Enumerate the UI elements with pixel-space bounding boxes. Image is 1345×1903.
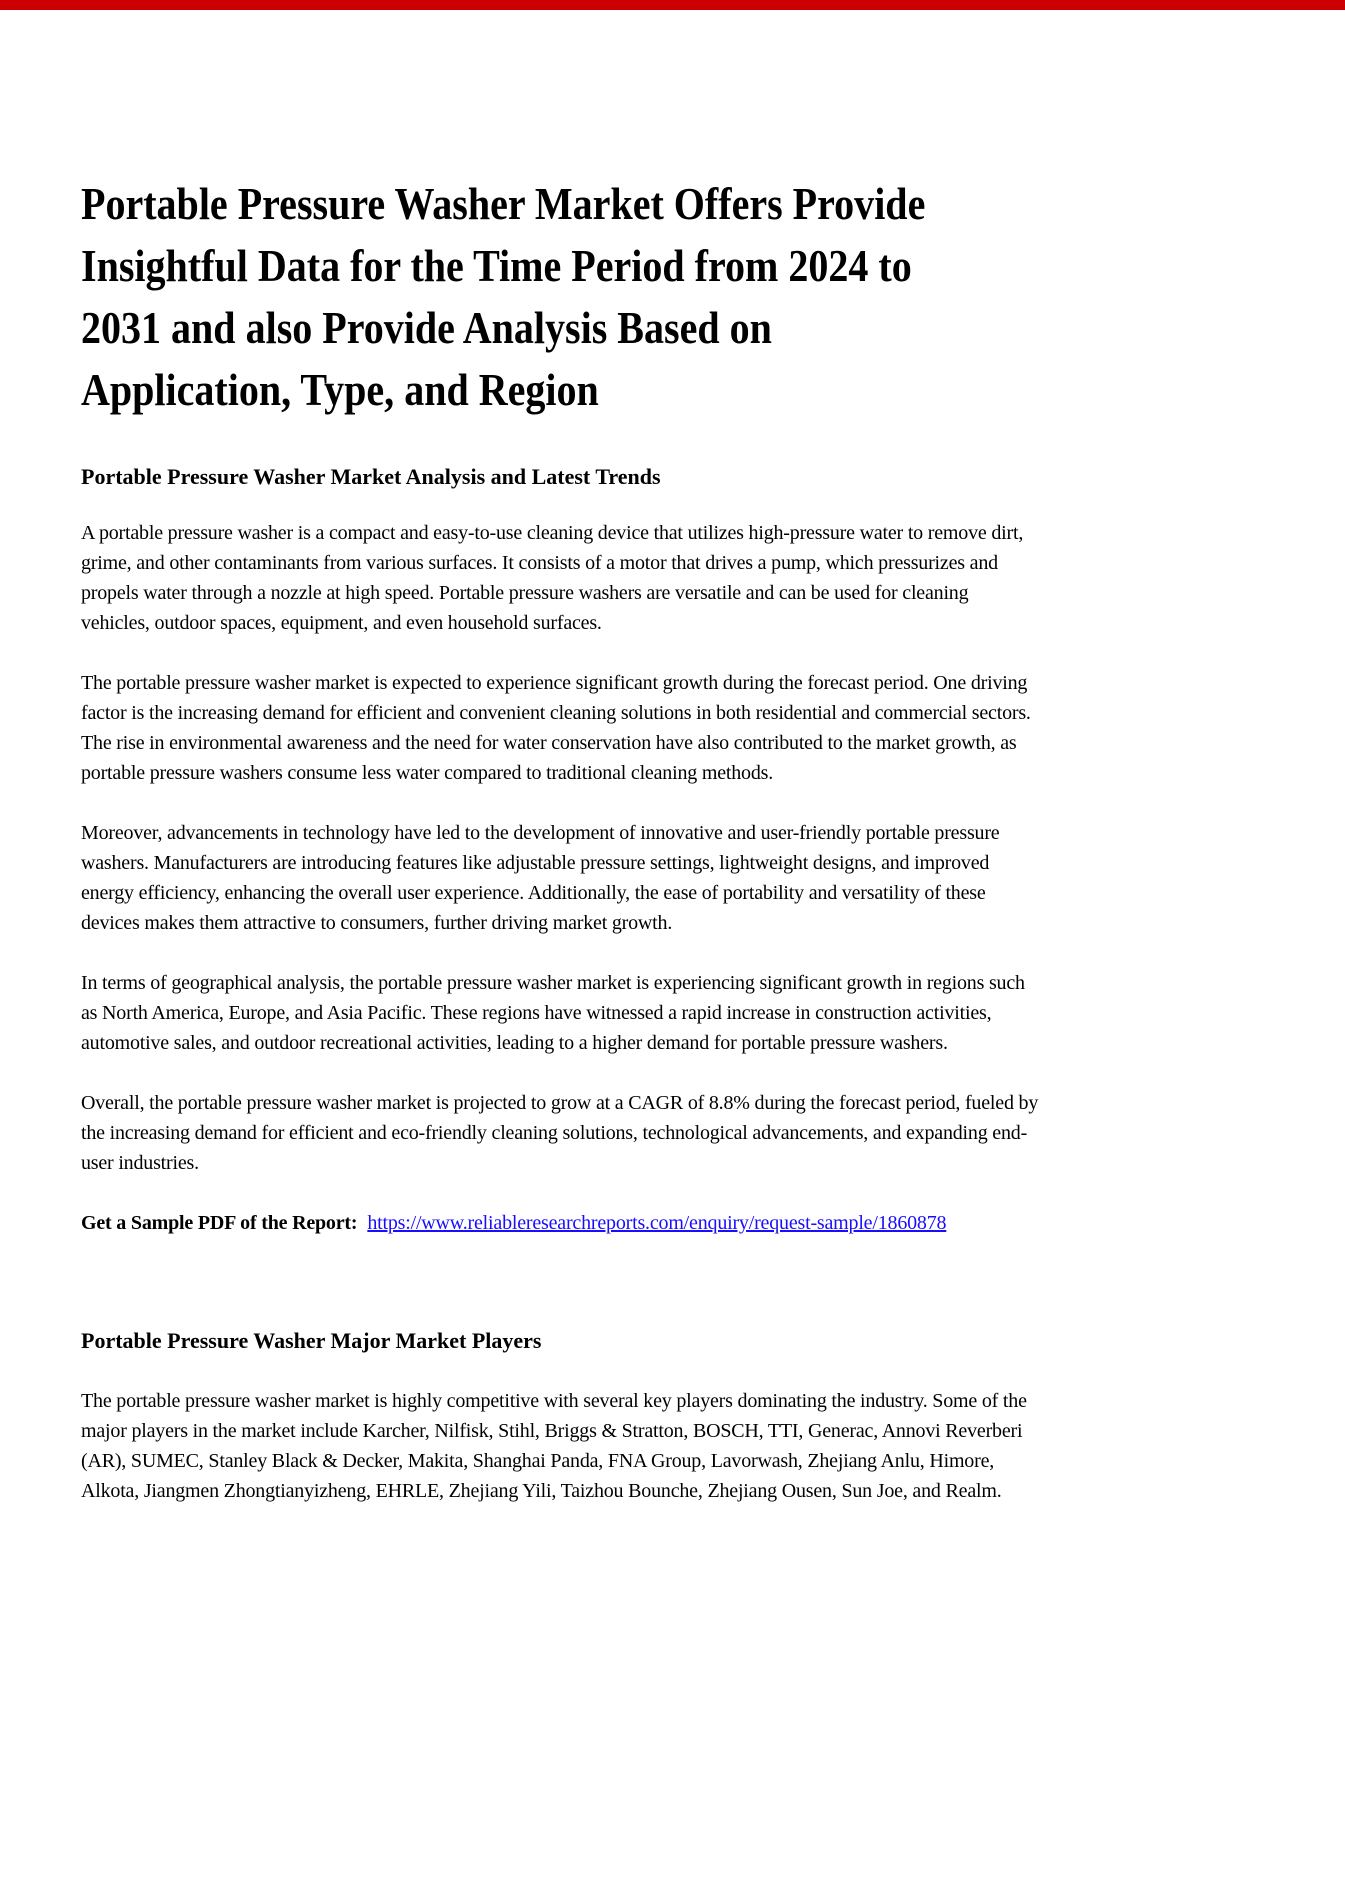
paragraph-geography: In terms of geographical analysis, the portable pressure washer market is experiencing significant growth in regions such as North America, Europe, and Asia Pacific. These regions have witnessed a rapid increase in construction activities, automotive sales, and outdoor recreational activities, leading to a higher demand for portable pressure washers. bbox=[81, 972, 1025, 1054]
page-title-line: Application, Type, and Region bbox=[81, 364, 599, 415]
page-title-line: 2031 and also Provide Analysis Based on bbox=[81, 302, 772, 353]
page-title-line: Portable Pressure Washer Market Offers Provide bbox=[81, 178, 926, 229]
sample-label: Get a Sample PDF of the Report: bbox=[81, 1212, 358, 1234]
page-title-line: Insightful Data for the Time Period from 2024 to bbox=[81, 240, 912, 291]
sample-report-link[interactable]: https://www.reliableresearchreports.com/enquiry/request-sample/1860878 bbox=[367, 1212, 947, 1234]
paragraph-cagr: Overall, the portable pressure washer market is projected to grow at a CAGR of 8.8% during the forecast period, fueled by the increasing demand for efficient and eco-friendly cleaning solutions, technological advancements, and expanding end-user industries. bbox=[81, 1092, 1039, 1174]
paragraph-market-players: The portable pressure washer market is highly competitive with several key players dominating the industry. Some of the major players in the market include Karcher, Nilfisk, Stihl, Briggs & Stratton, BOSCH, TTI, Generac, Annovi Reverberi (AR), SUMEC, Stanley Black & Decker, Makita, Shanghai Panda, FNA Group, Lavorwash, Zhejiang Anlu, Himore, Alkota, Jiangmen Zhongtianyizheng, EHRLE, Zhejiang Yili, Taizhou Bounche, Zhejiang Ousen, Sun Joe, and Realm. bbox=[81, 1390, 1027, 1502]
paragraph-growth-drivers: The portable pressure washer market is expected to experience significant growth during the forecast period. One driving factor is the increasing demand for efficient and convenient cleaning solutions in both residential and commercial sectors. The rise in environmental awareness and the need for water conservation have also contributed to the market growth, as portable pressure washers consume less water compared to traditional cleaning methods. bbox=[81, 672, 1031, 784]
article bbox=[81, 173, 1041, 1536]
section-heading-players: Portable Pressure Washer Major Market Players bbox=[81, 1328, 542, 1353]
page-title bbox=[81, 173, 1041, 421]
sample-request-line bbox=[81, 1208, 1041, 1238]
paragraph-intro: A portable pressure washer is a compact and easy-to-use cleaning device that utilizes high-pressure water to remove dirt, grime, and other contaminants from various surfaces. It consists of a motor that drives a pump, which pressurizes and propels water through a nozzle at high speed. Portable pressure washers are versatile and can be used for cleaning vehicles, outdoor spaces, equipment, and even household surfaces. bbox=[81, 522, 1024, 634]
top-accent-bar bbox=[0, 0, 1345, 10]
section-heading-analysis: Portable Pressure Washer Market Analysis and Latest Trends bbox=[81, 464, 661, 489]
paragraph-technology: Moreover, advancements in technology have led to the development of innovative and user-friendly portable pressure washers. Manufacturers are introducing features like adjustable pressure settings, lightweight designs, and improved energy efficiency, enhancing the overall user experience. Additionally, the ease of portability and versatility of these devices makes them attractive to consumers, further driving market growth. bbox=[81, 822, 1000, 934]
